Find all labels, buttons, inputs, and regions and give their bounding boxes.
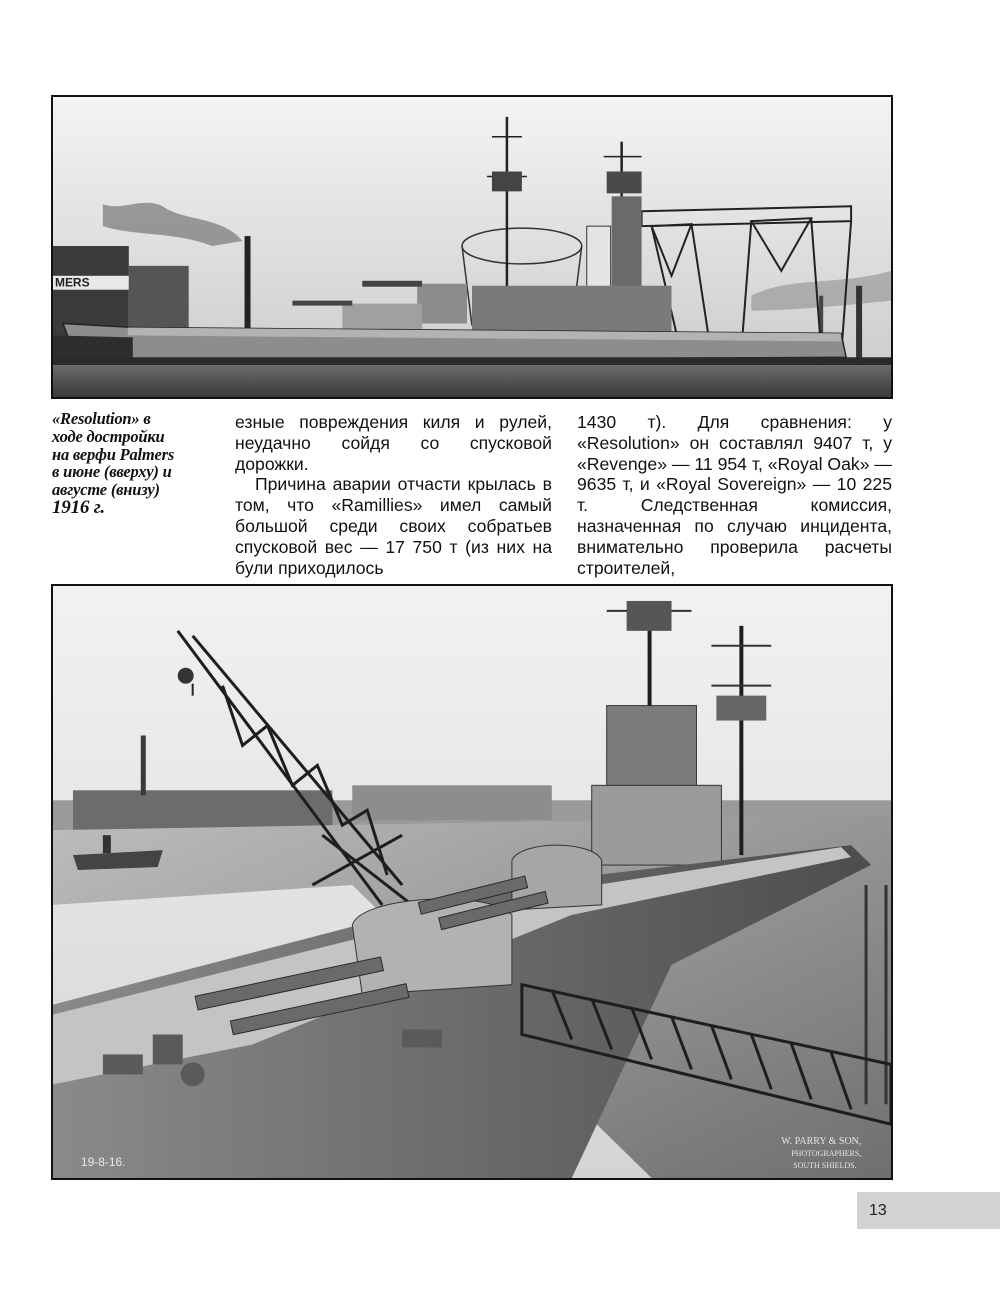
text-column-2 <box>577 412 892 578</box>
paragraph: Причина аварии отчасти крылась в том, что «Ramillies» имел самый большой среди своих собратьев спусковой вес — 17 750 т (из них на були приходилось <box>235 474 552 578</box>
caption-line: ходе достройки <box>52 426 165 446</box>
photographer-stamp-line: PHOTOGRAPHERS, <box>791 1149 862 1159</box>
photo-caption <box>52 410 212 517</box>
caption-year: 1916 г. <box>52 496 105 518</box>
photographer-stamp-line: W. PARRY & SON, <box>781 1136 862 1148</box>
caption-line: в июне (вверху) и <box>52 462 172 482</box>
paragraph: 1430 т). Для сравнения: у «Resolution» он составлял 9407 т, у «Revenge» — 11 954 т, «Royal Oak» — 9635 т, и «Royal Sovereign» — 10 225 т. Следственная комиссия, назначенная по случаю инцидента, внимательно проверила расчеты строителей, <box>577 412 892 578</box>
caption-line: «Resolution» в <box>52 409 151 428</box>
photographer-stamp-line: SOUTH SHIELDS. <box>793 1161 857 1171</box>
ship-photo-top-illustration <box>53 97 891 397</box>
ship-photo-bottom-illustration <box>53 586 891 1178</box>
photo-resolution-august-1916 <box>51 584 893 1180</box>
shipyard-sign-text: MERS <box>54 275 90 290</box>
caption-line: на верфи Palmers <box>52 444 175 464</box>
text-column-1 <box>235 412 552 578</box>
photo-date-stamp: 19-8-16. <box>80 1155 126 1170</box>
caption-line: августе (внизу) <box>52 480 160 500</box>
paragraph: езные повреждения киля и рулей, неудачно сойдя со спусковой дорожки. <box>235 412 552 474</box>
photo-resolution-june-1916 <box>51 95 893 399</box>
page-number: 13 <box>857 1192 1000 1229</box>
